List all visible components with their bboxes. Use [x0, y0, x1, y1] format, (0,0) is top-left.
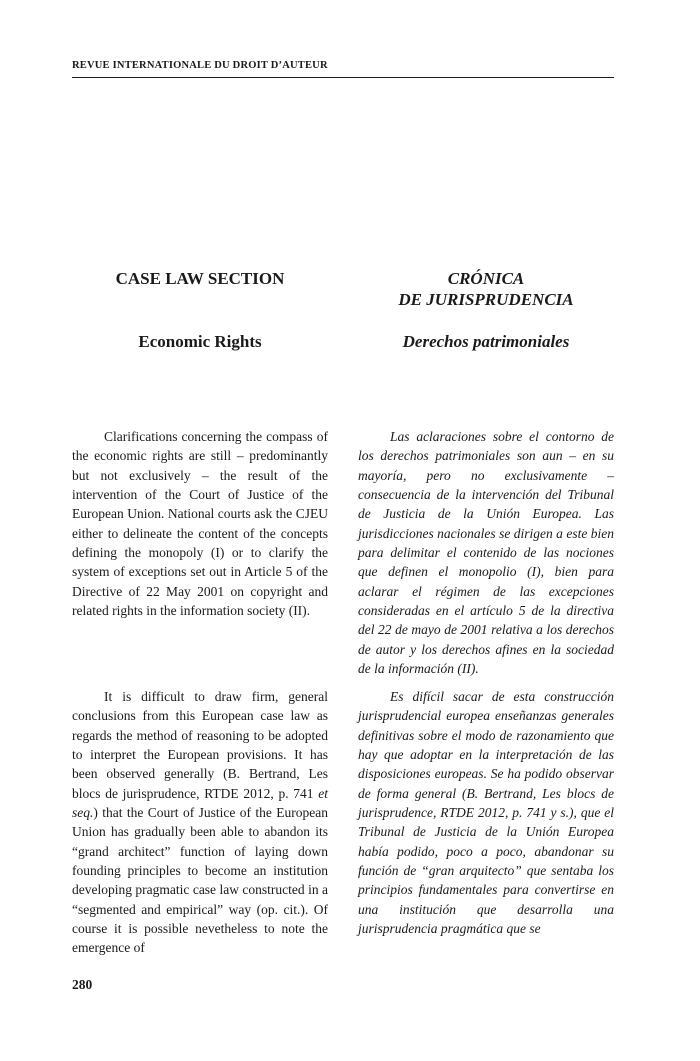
spanish-paragraph-1-text: Las aclaraciones sobre el contorno de los derechos patrimoniales son aun – en su mayoría, pero no exclusivamente – consecuencia de la intervención del Tribunal de Justicia de la Unión Europea. Las jurisdicciones nacionales se dirigen a este bien para delimitar el contenido de las nociones que definen el monopolio (I), bien para aclarar el régimen de las excepciones consideradas en el artículo 5 de la directiva del 22 de mayo de 2001 relativa a los derechos de autor y los derechos afines en la sociedad de la información (II). — [358, 429, 614, 677]
english-paragraph-2-text — [72, 687, 328, 958]
section-title-es-line-1: CRÓNICA — [447, 269, 525, 288]
running-head: REVUE INTERNATIONALE DU DROIT D’AUTEUR — [72, 60, 328, 71]
spanish-paragraph-1 — [358, 427, 614, 678]
english-paragraph-1 — [72, 427, 328, 620]
spanish-paragraph-2-text: Es difícil sacar de esta construcción jurisprudencial europea enseñanzas generales definitivas sobre el modo de razonamiento que hay que adoptar en la interpretación de las disposiciones europeas. Se ha podido observar de forma general (B. Bertrand, Les blocs de jurisprudence, RTDE 2012, p. 741 y s.), que el Tribunal de Justicia de la Unión Europea había podido, poco a poco, abandonar su función de “gran arquitecto” que sentaba los principios fundamentales para convertirse en una institución que desarrolla una jurisprudencia pragmática que se — [358, 689, 614, 937]
subsection-title-es: Derechos patrimoniales — [402, 332, 570, 351]
section-title-en: CASE LAW SECTION — [115, 269, 285, 288]
spanish-paragraph-2 — [358, 687, 614, 938]
english-paragraph-2 — [72, 687, 328, 958]
section-title-es-line-2: DE JURISPRUDENCIA — [398, 290, 574, 309]
page-number: 280 — [72, 977, 93, 992]
section-title-es — [358, 268, 614, 310]
english-paragraph-2-emphasis: et seq. — [72, 785, 328, 821]
header-rule — [72, 77, 614, 78]
english-paragraph-1-text: Clarifications concerning the compass of the economic rights are still – predominantly but not exclusively – the result of the intervention of the Court of Justice of the European Union. National courts ask the CJEU either to delineate the content of the concepts defining the monopoly (I) or to clarify the system of exceptions set out in Article 5 of the Directive of 22 May 2001 on copyright and related rights in the information society (II). — [72, 429, 328, 619]
english-paragraph-2-part-b: ) that the Court of Justice of the European Union has gradually been able to abandon its “grand architect” function of laying down founding principles to become an institution developing pragmatic case law constructed in a “segmented and empirical” way (op. cit.). Of course it is possible nevetheless to note the emergence of — [72, 805, 328, 956]
english-paragraph-2-part-a: It is difficult to draw firm, general conclusions from this European case law as regards the method of reasoning to be adopted to interpret the European provisions. It has been observed generally (B. Bertrand, Les blocs de jurisprudence, RTDE 2012, p. 741 — [72, 689, 328, 801]
subsection-title-en: Economic Rights — [138, 332, 262, 351]
